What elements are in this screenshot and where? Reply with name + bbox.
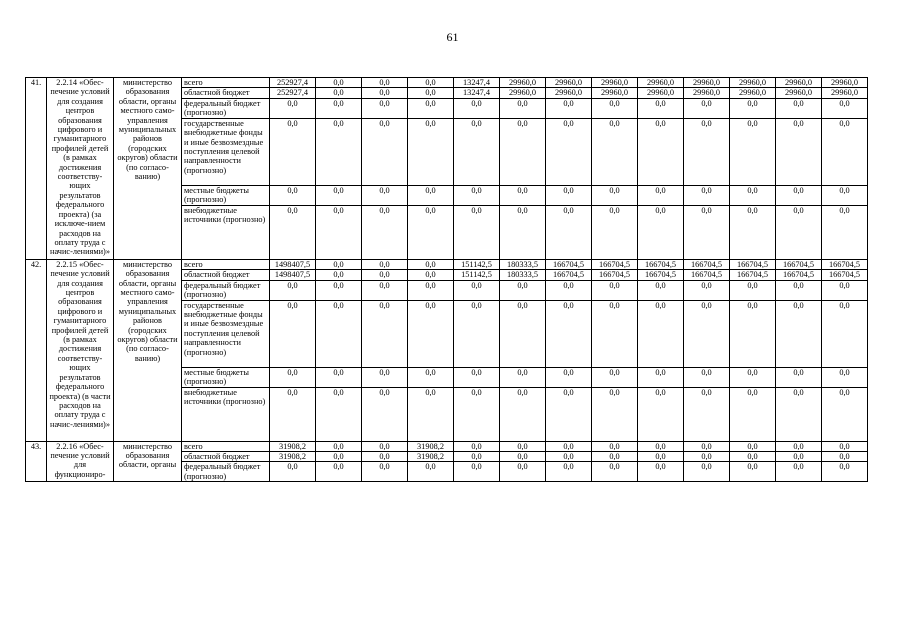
amount-cell: 29960,0 bbox=[500, 88, 546, 98]
amount-cell: 0,0 bbox=[546, 367, 592, 387]
amount-cell: 0,0 bbox=[454, 185, 500, 205]
executor-name: министерство образования области, органы местного само-управления муниципальных районов (городских округов) области (по согласо-ванию) bbox=[114, 78, 182, 260]
amount-cell: 0,0 bbox=[362, 78, 408, 88]
measure-name: 2.2.15 «Обес-печение условий для создания центров образования цифрового и гуманитарного профилей детей (в рамках достижения соответству-ющих результатов федерального проекта) (в части расходов на оплату труда с начис-лениями)» bbox=[47, 259, 114, 441]
amount-cell: 0,0 bbox=[730, 280, 776, 300]
amount-cell: 0,0 bbox=[316, 118, 362, 185]
amount-cell: 0,0 bbox=[730, 462, 776, 482]
amount-cell: 0,0 bbox=[362, 98, 408, 118]
amount-cell: 0,0 bbox=[776, 462, 822, 482]
amount-cell: 0,0 bbox=[776, 98, 822, 118]
amount-cell: 0,0 bbox=[592, 280, 638, 300]
amount-cell: 31908,2 bbox=[408, 452, 454, 462]
amount-cell: 0,0 bbox=[408, 98, 454, 118]
amount-cell: 151142,5 bbox=[454, 270, 500, 280]
amount-cell: 166704,5 bbox=[730, 259, 776, 269]
amount-cell: 0,0 bbox=[362, 300, 408, 367]
amount-cell: 0,0 bbox=[638, 300, 684, 367]
amount-cell: 0,0 bbox=[316, 387, 362, 441]
amount-cell: 0,0 bbox=[316, 300, 362, 367]
amount-cell: 0,0 bbox=[592, 300, 638, 367]
amount-cell: 0,0 bbox=[638, 205, 684, 259]
amount-cell: 0,0 bbox=[684, 300, 730, 367]
amount-cell: 0,0 bbox=[316, 462, 362, 482]
funding-source: всего bbox=[182, 78, 270, 88]
table-row bbox=[26, 441, 868, 451]
amount-cell: 166704,5 bbox=[592, 259, 638, 269]
amount-cell: 0,0 bbox=[684, 280, 730, 300]
amount-cell: 0,0 bbox=[822, 185, 868, 205]
amount-cell: 0,0 bbox=[638, 185, 684, 205]
amount-cell: 0,0 bbox=[684, 205, 730, 259]
amount-cell: 0,0 bbox=[270, 98, 316, 118]
amount-cell: 0,0 bbox=[776, 185, 822, 205]
amount-cell: 29960,0 bbox=[822, 78, 868, 88]
amount-cell: 166704,5 bbox=[822, 259, 868, 269]
amount-cell: 29960,0 bbox=[730, 88, 776, 98]
amount-cell: 0,0 bbox=[822, 462, 868, 482]
amount-cell: 0,0 bbox=[546, 280, 592, 300]
amount-cell: 180333,5 bbox=[500, 259, 546, 269]
funding-source: внебюджетные источники (прогнозно) bbox=[182, 387, 270, 441]
amount-cell: 0,0 bbox=[270, 205, 316, 259]
amount-cell: 0,0 bbox=[822, 441, 868, 451]
amount-cell: 0,0 bbox=[362, 185, 408, 205]
amount-cell: 166704,5 bbox=[684, 259, 730, 269]
amount-cell: 0,0 bbox=[270, 462, 316, 482]
amount-cell: 0,0 bbox=[316, 367, 362, 387]
amount-cell: 29960,0 bbox=[822, 88, 868, 98]
amount-cell: 0,0 bbox=[822, 205, 868, 259]
amount-cell: 0,0 bbox=[638, 441, 684, 451]
amount-cell: 0,0 bbox=[500, 300, 546, 367]
amount-cell: 0,0 bbox=[546, 462, 592, 482]
amount-cell: 0,0 bbox=[454, 387, 500, 441]
funding-source: местные бюджеты (прогнозно) bbox=[182, 185, 270, 205]
amount-cell: 0,0 bbox=[270, 300, 316, 367]
amount-cell: 180333,5 bbox=[500, 270, 546, 280]
amount-cell: 0,0 bbox=[546, 185, 592, 205]
amount-cell: 0,0 bbox=[546, 118, 592, 185]
amount-cell: 0,0 bbox=[362, 462, 408, 482]
amount-cell: 166704,5 bbox=[546, 270, 592, 280]
amount-cell: 0,0 bbox=[408, 205, 454, 259]
amount-cell: 0,0 bbox=[776, 300, 822, 367]
amount-cell: 0,0 bbox=[730, 300, 776, 367]
amount-cell: 0,0 bbox=[270, 280, 316, 300]
funding-source: федеральный бюджет (прогнозно) bbox=[182, 98, 270, 118]
amount-cell: 0,0 bbox=[362, 270, 408, 280]
amount-cell: 31908,2 bbox=[270, 441, 316, 451]
amount-cell: 0,0 bbox=[362, 452, 408, 462]
amount-cell: 0,0 bbox=[408, 88, 454, 98]
amount-cell: 0,0 bbox=[408, 118, 454, 185]
budget-table-body bbox=[26, 78, 868, 482]
amount-cell: 0,0 bbox=[316, 78, 362, 88]
amount-cell: 0,0 bbox=[316, 98, 362, 118]
amount-cell: 0,0 bbox=[316, 185, 362, 205]
funding-source: областной бюджет bbox=[182, 270, 270, 280]
funding-source: областной бюджет bbox=[182, 452, 270, 462]
amount-cell: 0,0 bbox=[270, 185, 316, 205]
amount-cell: 0,0 bbox=[500, 462, 546, 482]
amount-cell: 29960,0 bbox=[730, 78, 776, 88]
amount-cell: 29960,0 bbox=[546, 78, 592, 88]
measure-name: 2.2.14 «Обес-печение условий для создания центров образования цифрового и гуманитарного профилей детей (в рамках достижения соответству-ющих результатов федерального проекта) (за исключе-нием расходов на оплату труда с начис-лениями)» bbox=[47, 78, 114, 260]
amount-cell: 0,0 bbox=[638, 98, 684, 118]
funding-source: местные бюджеты (прогнозно) bbox=[182, 367, 270, 387]
amount-cell: 0,0 bbox=[500, 367, 546, 387]
amount-cell: 0,0 bbox=[316, 88, 362, 98]
amount-cell: 0,0 bbox=[408, 300, 454, 367]
amount-cell: 0,0 bbox=[500, 98, 546, 118]
amount-cell: 166704,5 bbox=[776, 259, 822, 269]
amount-cell: 0,0 bbox=[362, 205, 408, 259]
amount-cell: 0,0 bbox=[592, 387, 638, 441]
amount-cell: 0,0 bbox=[592, 367, 638, 387]
amount-cell: 31908,2 bbox=[408, 441, 454, 451]
amount-cell: 0,0 bbox=[270, 367, 316, 387]
amount-cell: 29960,0 bbox=[500, 78, 546, 88]
amount-cell: 151142,5 bbox=[454, 259, 500, 269]
amount-cell: 0,0 bbox=[822, 452, 868, 462]
amount-cell: 0,0 bbox=[684, 462, 730, 482]
amount-cell: 0,0 bbox=[546, 205, 592, 259]
amount-cell: 0,0 bbox=[362, 387, 408, 441]
amount-cell: 0,0 bbox=[500, 441, 546, 451]
amount-cell: 0,0 bbox=[408, 78, 454, 88]
amount-cell: 0,0 bbox=[362, 88, 408, 98]
amount-cell: 0,0 bbox=[638, 452, 684, 462]
executor-name: министерство образования области, органы местного само-управления муниципальных районов (городских округов) области (по согласо-ванию) bbox=[114, 259, 182, 441]
amount-cell: 0,0 bbox=[454, 118, 500, 185]
executor-name: министерство образования области, органы bbox=[114, 441, 182, 482]
amount-cell: 0,0 bbox=[362, 118, 408, 185]
amount-cell: 0,0 bbox=[638, 387, 684, 441]
amount-cell: 0,0 bbox=[546, 300, 592, 367]
row-index: 41. bbox=[26, 78, 47, 260]
amount-cell: 0,0 bbox=[270, 118, 316, 185]
funding-source: федеральный бюджет (прогнозно) bbox=[182, 462, 270, 482]
funding-source: областной бюджет bbox=[182, 88, 270, 98]
funding-source: федеральный бюджет (прогнозно) bbox=[182, 280, 270, 300]
amount-cell: 0,0 bbox=[730, 452, 776, 462]
amount-cell: 29960,0 bbox=[684, 78, 730, 88]
amount-cell: 166704,5 bbox=[546, 259, 592, 269]
amount-cell: 13247,4 bbox=[454, 88, 500, 98]
table-row bbox=[26, 78, 868, 88]
amount-cell: 0,0 bbox=[454, 300, 500, 367]
amount-cell: 166704,5 bbox=[638, 259, 684, 269]
amount-cell: 0,0 bbox=[730, 185, 776, 205]
amount-cell: 0,0 bbox=[316, 452, 362, 462]
amount-cell: 0,0 bbox=[730, 387, 776, 441]
amount-cell: 1498407,5 bbox=[270, 270, 316, 280]
amount-cell: 0,0 bbox=[408, 387, 454, 441]
amount-cell: 0,0 bbox=[592, 462, 638, 482]
amount-cell: 0,0 bbox=[822, 367, 868, 387]
amount-cell: 252927,4 bbox=[270, 88, 316, 98]
amount-cell: 0,0 bbox=[730, 441, 776, 451]
amount-cell: 0,0 bbox=[362, 280, 408, 300]
amount-cell: 0,0 bbox=[822, 118, 868, 185]
amount-cell: 1498407,5 bbox=[270, 259, 316, 269]
amount-cell: 13247,4 bbox=[454, 78, 500, 88]
amount-cell: 0,0 bbox=[454, 441, 500, 451]
amount-cell: 0,0 bbox=[592, 205, 638, 259]
amount-cell: 0,0 bbox=[684, 387, 730, 441]
amount-cell: 0,0 bbox=[684, 185, 730, 205]
measure-name: 2.2.16 «Обес-печение условий для функциониро- bbox=[47, 441, 114, 482]
amount-cell: 0,0 bbox=[684, 441, 730, 451]
amount-cell: 0,0 bbox=[408, 259, 454, 269]
amount-cell: 0,0 bbox=[592, 185, 638, 205]
amount-cell: 0,0 bbox=[408, 280, 454, 300]
table-row bbox=[26, 259, 868, 269]
amount-cell: 252927,4 bbox=[270, 78, 316, 88]
amount-cell: 0,0 bbox=[500, 118, 546, 185]
amount-cell: 0,0 bbox=[638, 462, 684, 482]
amount-cell: 0,0 bbox=[684, 452, 730, 462]
amount-cell: 166704,5 bbox=[822, 270, 868, 280]
amount-cell: 29960,0 bbox=[638, 88, 684, 98]
amount-cell: 29960,0 bbox=[776, 78, 822, 88]
amount-cell: 166704,5 bbox=[730, 270, 776, 280]
amount-cell: 0,0 bbox=[454, 280, 500, 300]
row-index: 43. bbox=[26, 441, 47, 482]
amount-cell: 0,0 bbox=[500, 452, 546, 462]
funding-source: внебюджетные источники (прогнозно) bbox=[182, 205, 270, 259]
amount-cell: 166704,5 bbox=[776, 270, 822, 280]
amount-cell: 0,0 bbox=[546, 441, 592, 451]
amount-cell: 0,0 bbox=[776, 387, 822, 441]
funding-source: всего bbox=[182, 441, 270, 451]
amount-cell: 0,0 bbox=[776, 280, 822, 300]
amount-cell: 0,0 bbox=[500, 387, 546, 441]
amount-cell: 0,0 bbox=[684, 367, 730, 387]
page-number: 61 bbox=[446, 30, 459, 44]
amount-cell: 0,0 bbox=[638, 280, 684, 300]
amount-cell: 29960,0 bbox=[776, 88, 822, 98]
amount-cell: 0,0 bbox=[730, 98, 776, 118]
amount-cell: 0,0 bbox=[316, 259, 362, 269]
amount-cell: 0,0 bbox=[408, 270, 454, 280]
amount-cell: 0,0 bbox=[454, 452, 500, 462]
amount-cell: 31908,2 bbox=[270, 452, 316, 462]
amount-cell: 0,0 bbox=[822, 280, 868, 300]
amount-cell: 0,0 bbox=[592, 452, 638, 462]
amount-cell: 0,0 bbox=[822, 98, 868, 118]
amount-cell: 0,0 bbox=[454, 367, 500, 387]
amount-cell: 0,0 bbox=[592, 118, 638, 185]
amount-cell: 0,0 bbox=[776, 441, 822, 451]
amount-cell: 0,0 bbox=[638, 367, 684, 387]
amount-cell: 0,0 bbox=[592, 441, 638, 451]
funding-source: всего bbox=[182, 259, 270, 269]
amount-cell: 0,0 bbox=[454, 205, 500, 259]
amount-cell: 0,0 bbox=[776, 118, 822, 185]
amount-cell: 0,0 bbox=[408, 185, 454, 205]
amount-cell: 0,0 bbox=[822, 387, 868, 441]
amount-cell: 0,0 bbox=[316, 441, 362, 451]
amount-cell: 0,0 bbox=[408, 462, 454, 482]
amount-cell: 0,0 bbox=[362, 259, 408, 269]
amount-cell: 0,0 bbox=[500, 185, 546, 205]
amount-cell: 29960,0 bbox=[638, 78, 684, 88]
funding-source: государственные внебюджетные фонды и иные безвозмездные поступления целевой направленности (прогнозно) bbox=[182, 118, 270, 185]
budget-table bbox=[25, 77, 868, 482]
amount-cell: 0,0 bbox=[776, 367, 822, 387]
amount-cell: 0,0 bbox=[362, 367, 408, 387]
amount-cell: 0,0 bbox=[500, 205, 546, 259]
amount-cell: 29960,0 bbox=[592, 78, 638, 88]
amount-cell: 0,0 bbox=[822, 300, 868, 367]
amount-cell: 0,0 bbox=[454, 462, 500, 482]
amount-cell: 0,0 bbox=[546, 98, 592, 118]
amount-cell: 0,0 bbox=[776, 452, 822, 462]
amount-cell: 0,0 bbox=[316, 205, 362, 259]
funding-source: государственные внебюджетные фонды и иные безвозмездные поступления целевой направленности (прогнозно) bbox=[182, 300, 270, 367]
amount-cell: 0,0 bbox=[500, 280, 546, 300]
amount-cell: 29960,0 bbox=[592, 88, 638, 98]
amount-cell: 0,0 bbox=[454, 98, 500, 118]
amount-cell: 0,0 bbox=[270, 387, 316, 441]
amount-cell: 166704,5 bbox=[684, 270, 730, 280]
amount-cell: 0,0 bbox=[316, 270, 362, 280]
amount-cell: 0,0 bbox=[638, 118, 684, 185]
amount-cell: 0,0 bbox=[546, 452, 592, 462]
amount-cell: 0,0 bbox=[776, 205, 822, 259]
amount-cell: 0,0 bbox=[592, 98, 638, 118]
amount-cell: 29960,0 bbox=[546, 88, 592, 98]
amount-cell: 166704,5 bbox=[638, 270, 684, 280]
amount-cell: 0,0 bbox=[684, 118, 730, 185]
amount-cell: 0,0 bbox=[684, 98, 730, 118]
amount-cell: 0,0 bbox=[730, 118, 776, 185]
amount-cell: 0,0 bbox=[546, 387, 592, 441]
amount-cell: 0,0 bbox=[730, 205, 776, 259]
amount-cell: 0,0 bbox=[408, 367, 454, 387]
amount-cell: 29960,0 bbox=[684, 88, 730, 98]
row-index: 42. bbox=[26, 259, 47, 441]
amount-cell: 0,0 bbox=[730, 367, 776, 387]
amount-cell: 0,0 bbox=[316, 280, 362, 300]
amount-cell: 0,0 bbox=[362, 441, 408, 451]
amount-cell: 166704,5 bbox=[592, 270, 638, 280]
